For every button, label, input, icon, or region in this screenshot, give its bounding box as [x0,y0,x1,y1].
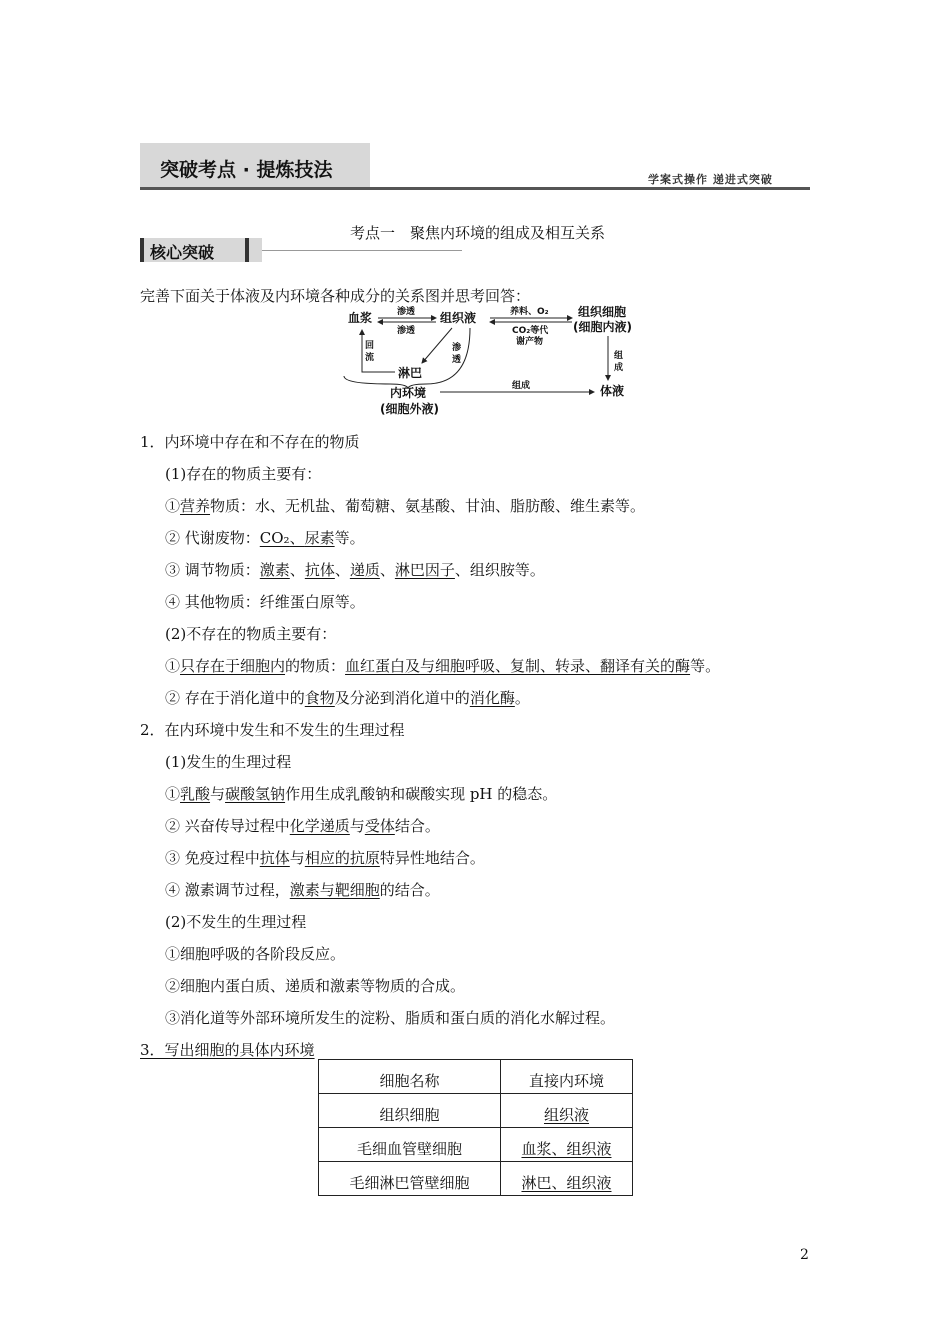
table-cell: 毛细淋巴管壁细胞 [319,1162,501,1196]
item-d1: ①细胞呼吸的各阶段反应。 [165,945,346,963]
item-c3: ③ 免疫过程中抗体与相应的抗原特异性地结合。 [165,849,485,867]
table-row [319,1094,633,1128]
subheading-1-2: (2)不存在的物质主要有： [165,625,337,643]
node-blood: 血浆 [348,311,373,325]
node-intracellular: (细胞内液) [573,320,632,334]
header-title: 突破考点 · 提炼技法 [160,159,333,181]
table-row [319,1128,633,1162]
table-cell: 组织细胞 [319,1094,501,1128]
item-c2: ② 兴奋传导过程中化学递质与受体结合。 [165,817,440,835]
item-a1: ①营养物质：水、无机盐、葡萄糖、氨基酸、甘油、脂肪酸、维生素等。 [165,497,646,515]
item-a2: ② 代谢废物：CO₂、尿素等。 [165,529,365,547]
node-lymph: 淋巴 [398,366,423,380]
header-subtitle: 学案式操作 递进式突破 [648,173,773,186]
table-header-row [319,1060,633,1094]
table-header-cell: 直接内环境 [501,1060,633,1094]
item-d2: ②细胞内蛋白质、递质和激素等物质的合成。 [165,977,466,995]
environment-table [318,1059,633,1196]
item-b2: ② 存在于消化道中的食物及分泌到消化道中的消化酶。 [165,689,530,707]
label-nutrients: 养料、O₂ [510,307,549,317]
subheading-2-1: (1)发生的生理过程 [165,753,292,771]
item-c1: ①乳酸与碳酸氢钠作用生成乳酸钠和碳酸实现 pH 的稳态。 [165,785,558,803]
label-osmosis-bottom: 渗透 [397,326,416,336]
subheading-2-2: (2)不发生的生理过程 [165,913,307,931]
table-row [319,1162,633,1196]
label-compose-v1: 组 [614,351,624,361]
node-extracellular: (细胞外液) [380,402,439,416]
table-header-cell: 细胞名称 [319,1060,501,1094]
heading-1: 1．内环境中存在和不存在的物质 [140,433,360,451]
table-cell: 淋巴、组织液 [501,1162,633,1196]
label-co2-cont: 谢产物 [516,337,544,347]
node-cell: 组织细胞 [578,305,627,319]
intro-text: 完善下面关于体液及内环境各种成分的关系图并思考回答： [140,287,531,305]
heading-2: 2．在内环境中发生和不发生的生理过程 [140,721,405,739]
body-fluid-diagram [340,300,650,422]
node-internal-env: 内环境 [390,386,427,400]
table-cell: 血浆、组织液 [501,1128,633,1162]
item-d3: ③消化道等外部环境所发生的淀粉、脂质和蛋白质的消化水解过程。 [165,1009,616,1027]
core-label: 核心突破 [150,243,215,262]
section-title: 考点一 聚焦内环境的组成及相互关系 [350,224,606,242]
label-backflow-2: 流 [365,353,375,363]
item-a3: ③ 调节物质：激素、抗体、递质、淋巴因子、组织胺等。 [165,561,545,579]
core-tag-bar [140,238,144,262]
label-compose-v2: 成 [614,363,624,373]
label-osmosis-top: 渗透 [397,307,416,317]
table-cell: 组织液 [501,1094,633,1128]
header-rule [140,187,810,190]
label-backflow-1: 回 [365,341,375,351]
node-body-fluid: 体液 [600,384,625,398]
core-tag-bar [245,238,249,262]
item-c4: ④ 激素调节过程，激素与靶细胞的结合。 [165,881,440,899]
heading-3: 3．写出细胞的具体内环境 [140,1041,315,1059]
item-b1: ①只存在于细胞内的物质：血红蛋白及与细胞呼吸、复制、转录、翻译有关的酶等。 [165,657,721,675]
label-osmosis-v1: 渗 [452,343,462,353]
node-tissue-fluid: 组织液 [440,311,477,325]
label-compose: 组成 [512,381,531,391]
core-line [262,250,462,251]
table-cell: 毛细血管壁细胞 [319,1128,501,1162]
item-a4: ④ 其他物质：纤维蛋白原等。 [165,593,365,611]
label-osmosis-v2: 透 [452,355,462,365]
page-number: 2 [800,1247,809,1263]
label-co2: CO₂等代 [512,326,549,336]
subheading-1-1: (1)存在的物质主要有： [165,465,322,483]
